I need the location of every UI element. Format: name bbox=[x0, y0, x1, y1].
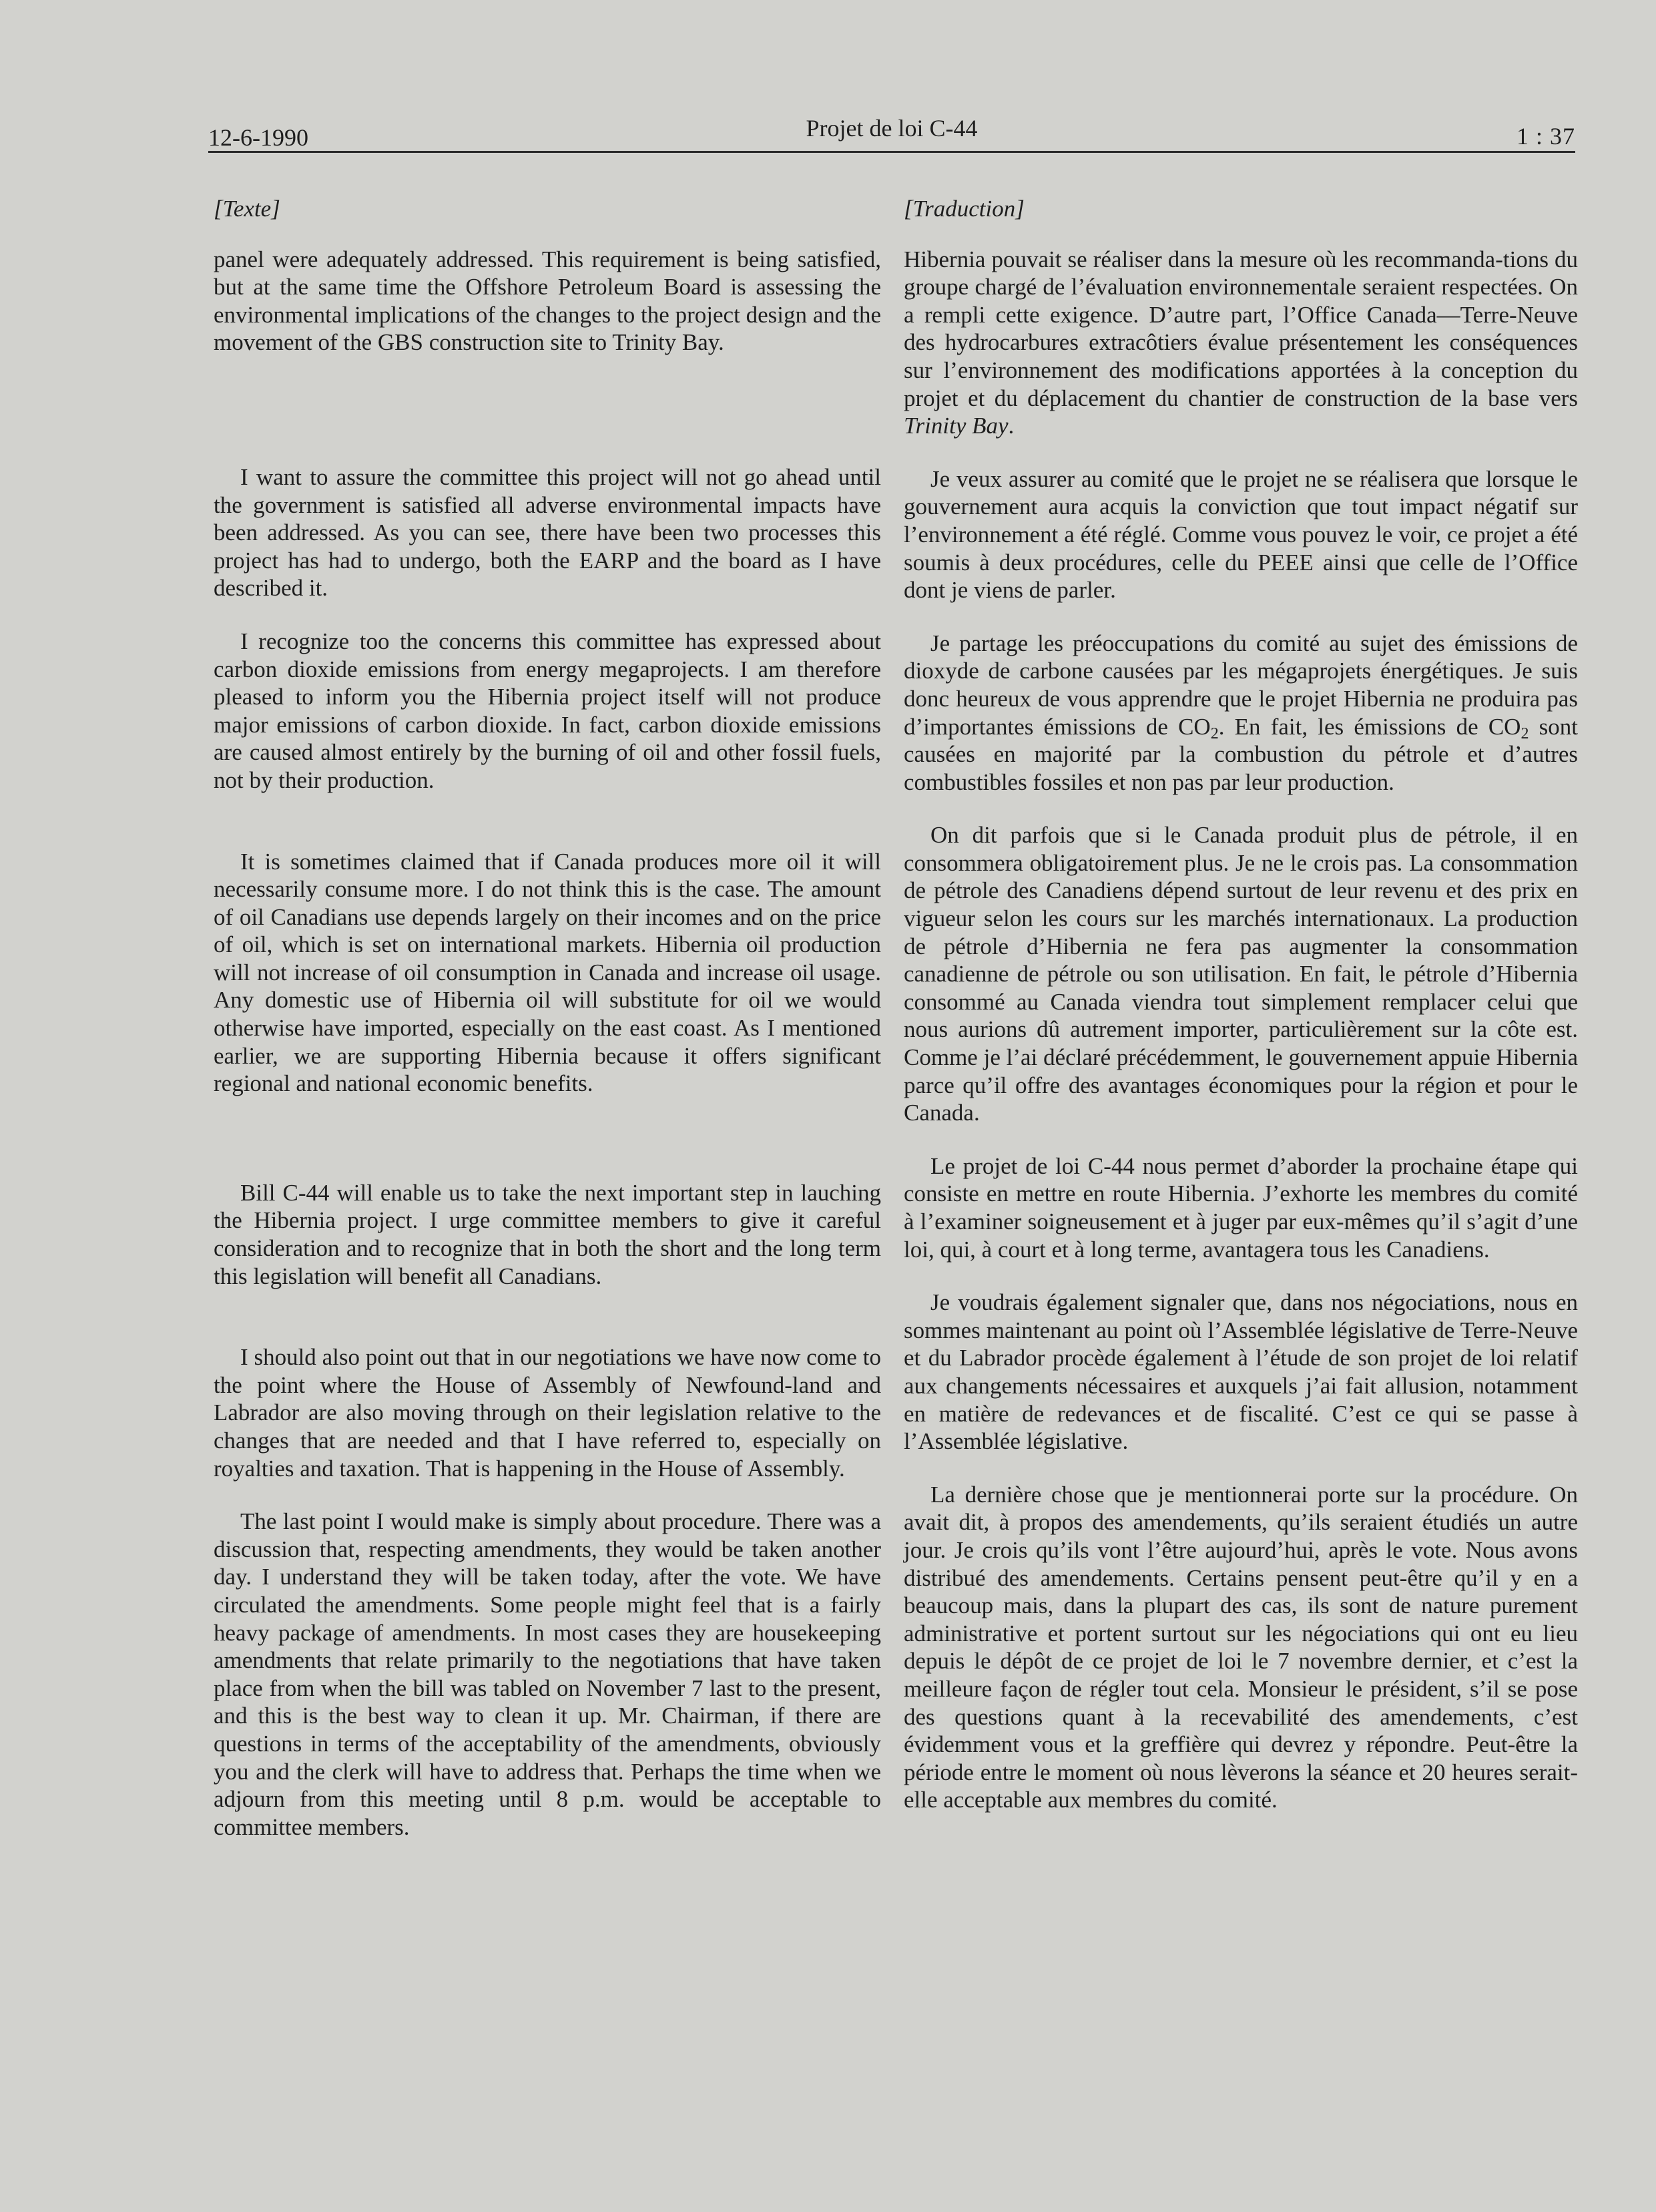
paragraph-fr-5: Le projet de loi C-44 nous permet d’aborder la prochaine étape qui consiste en mettre en route Hibernia. J’exhorte les membres du comité à l’examiner soigneusement et à juger par eux-mêmes qu’il s’agit d’une loi, qui, à court et à long terme, avantagera tous les Canadiens. bbox=[904, 1152, 1578, 1263]
header-title: Projet de loi C-44 bbox=[806, 115, 978, 142]
paragraph-fr-3: Je partage les préoccupations du comité au sujet des émissions de dioxyde de carbone causées par les mégaprojets énergétiques. Je suis donc heureux de vous apprendre que le projet Hibernia ne produira pas d’importantes émissions de $CO_2$. En fait, les émissions de $CO_2$ sont causées en majorité par la combustion du pétrole et d’autres combustibles fossiles et non pas par leur production. bbox=[904, 630, 1579, 795]
paragraph-fr-6: Je voudrais également signaler que, dans nos négociations, nous en sommes maintenant au point où l’Assemblée législative de Terre-Neuve et du Labrador procède également à l’étude de son projet de loi relatif aux changements nécessaires et auxquels j’ai fait allusion, notamment en matière de redevances et de fiscalité. C’est ce qui se passe à l’Assemblée législative. bbox=[904, 1289, 1578, 1455]
paragraph-en-4: It is sometimes claimed that if Canada produces more oil it will necessarily consume more. I do not think this is the case. The amount of oil Canadians use depends largely on their incomes and on the price of oil, which is set on international markets. Hibernia oil production will not increase of oil consumption in Canada and increase oil usage. Any domestic use of Hibernia oil will substitute for oil we would otherwise have imported, especially on the east coast. As I mentioned earlier, we are supporting Hibernia because it offers significant regional and national economic benefits. bbox=[214, 848, 881, 1097]
english-column bbox=[214, 195, 881, 1841]
paragraph-fr-1: Hibernia pouvait se réaliser dans la mesure où les recommanda-tions du groupe chargé de l’évaluation environnementale seraient respectées. On a rempli cette exigence. D’autre part, l’Office Canada—Terre-Neuve des hydrocarbures extracôtiers évalue présentement les conséquences sur l’environnement des modifications apportées à la conception du projet et du déplacement du chantier de construction de la base vers Trinity Bay. bbox=[904, 246, 1578, 439]
paragraph-en-2: I want to assure the committee this project will not go ahead until the government is satisfied all adverse environmental impacts have been addressed. As you can see, there have been two processes this project has had to undergo, both the EARP and the board as I have described it. bbox=[214, 463, 881, 602]
header-page-number: 1 : 37 bbox=[1516, 123, 1575, 150]
text-label: [Texte] bbox=[214, 196, 280, 222]
header-date: 12-6-1990 bbox=[208, 124, 308, 151]
header-rule bbox=[208, 151, 1575, 153]
paragraph-en-1: panel were adequately addressed. This requirement is being satisfied, but at the same time the Offshore Petroleum Board is assessing the environmental implications of the changes to the project design and the movement of the GBS construction site to Trinity Bay. bbox=[214, 246, 881, 356]
paragraph-fr-2: Je veux assurer au comité que le projet ne se réalisera que lorsque le gouvernement aura acquis la conviction que tout impact négatif sur l’environnement a été réglé. Comme vous pouvez le voir, ce projet a été soumis à deux procédures, celle du PEEE ainsi que celle de l’Office dont je viens de parler. bbox=[904, 465, 1578, 604]
co2-subscript: 2 bbox=[1210, 724, 1219, 742]
paragraph-fr-4: On dit parfois que si le Canada produit plus de pétrole, il en consommera obligatoirement plus. Je ne le crois pas. La consommation de pétrole des Canadiens dépend surtout de leur revenu et des prix en vigueur selon les cours sur les marchés internationaux. La production de pétrole d’Hibernia ne fera pas augmenter la consommation canadienne de pétrole ou son utilisation. En fait, le pétrole d’Hibernia consommé au Canada viendra tout simplement remplacer celui que nous aurions dû autrement importer, particulièrement sur la côte est. Comme je l’ai déclaré précédemment, le gouvernement appuie Hibernia parce qu’il offre des avantages économiques pour la région et pour le Canada. bbox=[904, 822, 1578, 1126]
trinity-bay-italic: Trinity Bay bbox=[904, 413, 1009, 439]
paragraph-en-5: Bill C-44 will enable us to take the next important step in lauching the Hibernia project. I urge committee members to give it careful consideration and to recognize that in both the short and the long term this legislation will benefit all Canadians. bbox=[214, 1179, 881, 1289]
paragraph-fr-7: La dernière chose que je mentionnerai porte sur la procédure. On avait dit, à propos des amendements, qu’ils seraient étudiés un autre jour. Je crois qu’ils vont l’être aujourd’hui, après le vote. Nous avons distribué des amendements. Certains pensent peut-être qu’il y en a beaucoup mais, dans la plupart des cas, ils sont de nature purement administrative et portent surtout sur les négociations qui ont eu lieu depuis le dépôt de ce projet de loi le 7 novembre dernier, et c’est la meilleure façon de régler tout cela. Monsieur le président, s’il se pose des questions quant à la recevabilité des amendements, c’est évidemment vous et la greffière qui devrez y répondre. Peut-être la période entre le moment où nous lèverons la séance et 20 heures serait-elle acceptable aux membres du comité. bbox=[904, 1481, 1578, 1813]
co2-subscript: 2 bbox=[1521, 724, 1529, 742]
french-column bbox=[904, 195, 1578, 1814]
paragraph-en-3: I recognize too the concerns this committee has expressed about carbon dioxide emissions from energy megaprojects. I am therefore pleased to inform you the Hibernia project itself will not produce major emissions of carbon dioxide. In fact, carbon dioxide emissions are caused almost entirely by the burning of oil and other fossil fuels, not by their production. bbox=[214, 628, 881, 793]
page-header bbox=[208, 112, 1575, 154]
translation-label: [Traduction] bbox=[904, 196, 1025, 222]
paragraph-en-6: I should also point out that in our negotiations we have now come to the point where the House of Assembly of Newfound-land and Labrador are also moving through on their legislation relative to the changes that are needed and that I have referred to, especially on royalties and taxation. That is happening in the House of Assembly. bbox=[214, 1344, 881, 1482]
paragraph-en-7: The last point I would make is simply about procedure. There was a discussion that, respecting amendments, they would be taken another day. I understand they will be taken today, after the vote. We have circulated the amendments. Some people might feel that is a fairly heavy package of amendments. In most cases they are housekeeping amendments that relate primarily to the negotiations that have taken place from when the bill was tabled on November 7 last to the present, and this is the best way to clean it up. Mr. Chairman, if there are questions in terms of the acceptability of the amendments, obviously you and the clerk will have to address that. Perhaps the time when we adjourn from this meeting until 8 p.m. would be acceptable to committee members. bbox=[214, 1508, 881, 1840]
